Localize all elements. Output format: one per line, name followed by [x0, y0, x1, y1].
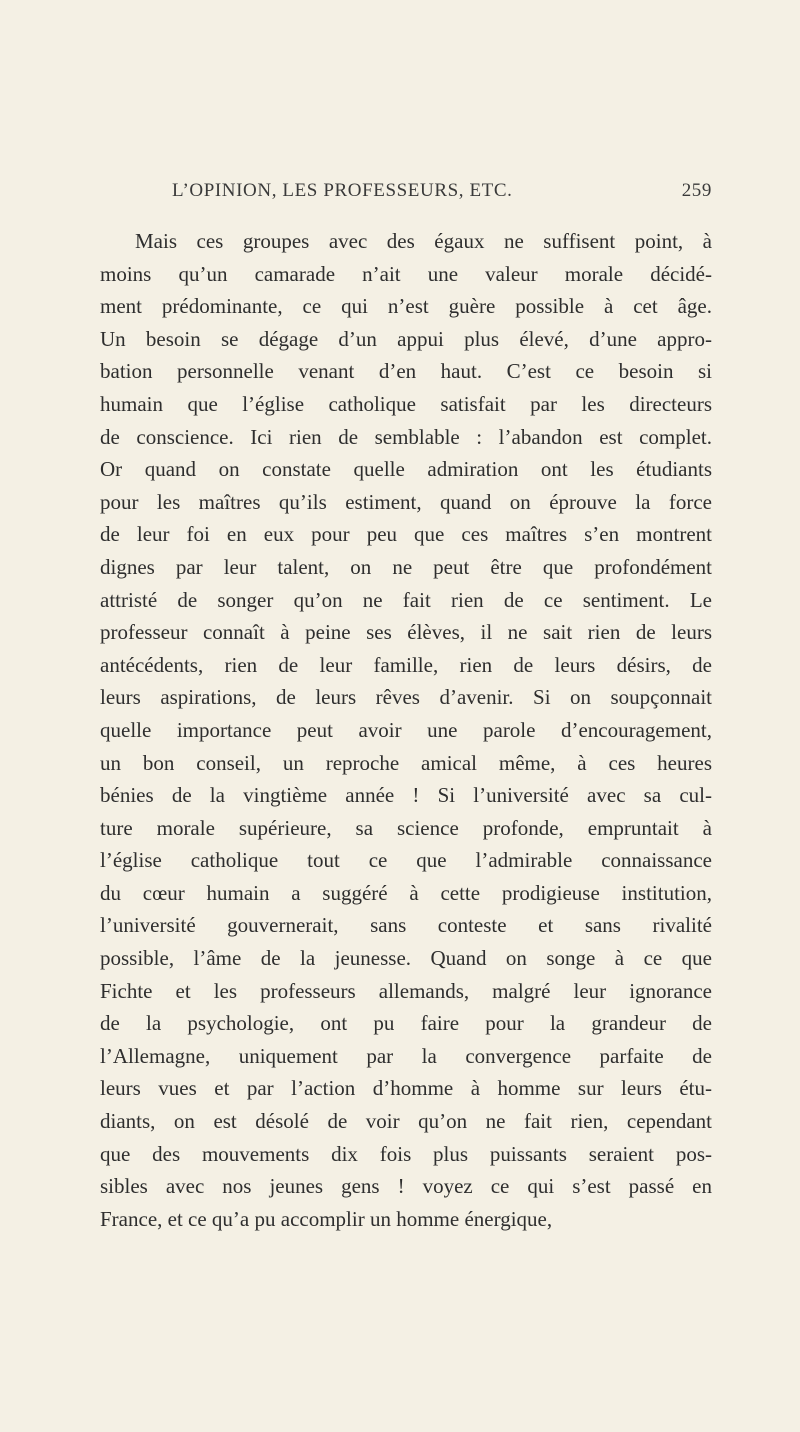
text-line: ment prédominante, ce qui n’est guère possible à cet âge.: [100, 294, 712, 319]
body-paragraph: [100, 225, 712, 1235]
text-line: antécédents, rien de leur famille, rien de leurs désirs, de: [100, 652, 712, 677]
text-line: ture morale supérieure, sa science profonde, empruntait à: [100, 815, 712, 840]
text-line: l’église catholique tout ce que l’admirable connaissance: [100, 848, 712, 873]
text-line: l’université gouvernerait, sans conteste et sans rivalité: [100, 913, 712, 938]
text-line: leurs aspirations, de leurs rêves d’avenir. Si on soupçonnait: [100, 685, 712, 710]
text-line: diants, on est désolé de voir qu’on ne fait rien, cependant: [100, 1109, 712, 1134]
text-line: attristé de songer qu’on ne fait rien de ce sentiment. Le: [100, 587, 712, 612]
text-line: bénies de la vingtième année ! Si l’université avec sa cul-: [100, 783, 712, 808]
text-line: de conscience. Ici rien de semblable : l’abandon est complet.: [100, 424, 712, 449]
running-header: [172, 180, 712, 210]
text-line: que des mouvements dix fois plus puissants seraient pos-: [100, 1141, 712, 1166]
text-line: du cœur humain a suggéré à cette prodigieuse institution,: [100, 880, 712, 905]
text-line: Fichte et les professeurs allemands, malgré leur ignorance: [100, 978, 712, 1003]
text-line: l’Allemagne, uniquement par la convergence parfaite de: [100, 1043, 712, 1068]
text-line: sibles avec nos jeunes gens ! voyez ce qui s’est passé en: [100, 1174, 712, 1199]
text-line: Or quand on constate quelle admiration ont les étudiants: [100, 457, 712, 482]
text-line: Un besoin se dégage d’un appui plus élevé, d’une appro-: [100, 326, 712, 351]
text-line: moins qu’un camarade n’ait une valeur morale décidé-: [100, 261, 712, 286]
text-line: de la psychologie, ont pu faire pour la grandeur de: [100, 1011, 712, 1036]
page-number: 259: [681, 180, 712, 201]
text-line: quelle importance peut avoir une parole d’encouragement,: [100, 717, 712, 742]
text-line: leurs vues et par l’action d’homme à homme sur leurs étu-: [100, 1076, 712, 1101]
text-line: humain que l’église catholique satisfait par les directeurs: [100, 391, 712, 416]
text-line: professeur connaît à peine ses élèves, il ne sait rien de leurs: [100, 620, 712, 645]
text-line: Mais ces groupes avec des égaux ne suffisent point, à: [135, 229, 712, 253]
text-line: pour les maîtres qu’ils estiment, quand on éprouve la force: [100, 489, 712, 514]
text-line: possible, l’âme de la jeunesse. Quand on songe à ce que: [100, 946, 712, 971]
running-title: L’OPINION, LES PROFESSEURS, ETC.: [172, 180, 513, 201]
text-line: bation personnelle venant d’en haut. C’est ce besoin si: [100, 359, 712, 384]
text-line: dignes par leur talent, on ne peut être que profondément: [100, 554, 712, 579]
text-line: un bon conseil, un reproche amical même, à ces heures: [100, 750, 712, 775]
text-line: France, et ce qu’a pu accomplir un homme énergique,: [100, 1206, 553, 1231]
text-line: de leur foi en eux pour peu que ces maîtres s’en montrent: [100, 522, 712, 547]
